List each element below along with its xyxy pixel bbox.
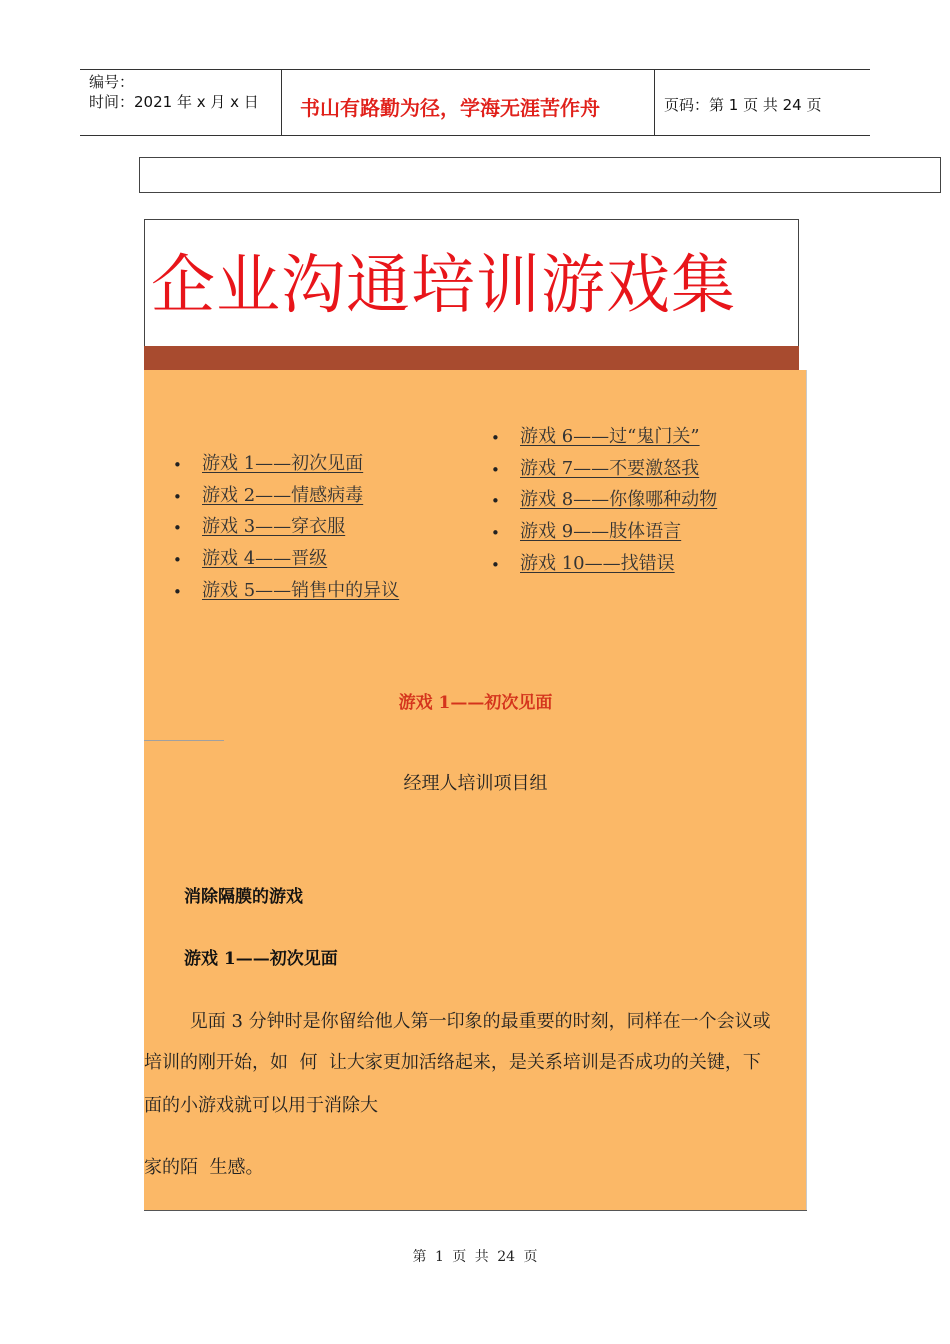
- header-motto: 书山有路勤为径，学海无涯苦作舟: [300, 96, 600, 120]
- section-short-rule: [144, 740, 224, 741]
- toc-link[interactable]: 游戏 7——不要激怒我: [520, 457, 700, 479]
- panel-bottom-rule: [144, 1210, 807, 1211]
- toc-item-game-9[interactable]: [520, 522, 717, 554]
- subheading-game-1: 游戏 1——初次见面: [184, 949, 338, 969]
- header-divider-right: [654, 69, 655, 136]
- toc-link[interactable]: 游戏 1——初次见面: [202, 453, 364, 474]
- toc-right-list: [520, 427, 717, 585]
- section-heading: 游戏 1——初次见面: [398, 693, 553, 713]
- toc-item-game-6[interactable]: [520, 427, 717, 459]
- paragraph-line: 见面 3 分钟时是你留给他人第一印象的最重要的时刻，同样在一个会议或: [144, 1011, 771, 1032]
- toc-item-game-8[interactable]: [520, 490, 717, 522]
- paragraph-line: 家的陌 生感。: [144, 1157, 264, 1178]
- empty-frame: [139, 157, 941, 193]
- toc-item-game-4[interactable]: [202, 549, 399, 581]
- toc-link[interactable]: 游戏 5——销售中的异议: [202, 579, 400, 601]
- toc-left-list: [202, 454, 399, 612]
- toc-link[interactable]: 游戏 2——情感病毒: [202, 484, 364, 506]
- toc-item-game-1[interactable]: [202, 454, 399, 486]
- subheading-icebreaker: 消除隔膜的游戏: [184, 887, 303, 907]
- title-box: [144, 219, 799, 346]
- document-title: 企业沟通培训游戏集: [151, 249, 736, 323]
- header-page-label: 页码：第 1 页 共 24 页: [664, 96, 822, 114]
- doc-date-label: 时间：2021 年 x 月 x 日: [89, 93, 259, 111]
- toc-link[interactable]: 游戏 6——过“鬼门关”: [520, 426, 700, 447]
- header-divider-left: [281, 69, 282, 136]
- content-panel: [144, 370, 807, 1210]
- title-accent-bar: [144, 346, 799, 370]
- toc-item-game-5[interactable]: [202, 581, 399, 613]
- doc-number-label: 编号：: [89, 73, 135, 91]
- department-label: 经理人培训项目组: [403, 773, 548, 794]
- header-top-rule: [80, 69, 870, 70]
- toc-item-game-2[interactable]: [202, 486, 399, 518]
- toc-link[interactable]: 游戏 3——穿衣服: [202, 516, 346, 538]
- page-footer: 第 1 页 共 24 页: [412, 1249, 538, 1265]
- toc-item-game-7[interactable]: [520, 459, 717, 491]
- paragraph-line: 面的小游戏就可以用于消除大: [144, 1095, 378, 1116]
- paragraph-line: 培训的刚开始，如 何 让大家更加活络起来，是关系培训是否成功的关键，下: [144, 1052, 761, 1073]
- toc-link[interactable]: 游戏 9——肢体语言: [520, 521, 682, 543]
- header-bottom-rule: [80, 135, 870, 136]
- toc-item-game-10[interactable]: [520, 554, 717, 586]
- toc-item-game-3[interactable]: [202, 517, 399, 549]
- toc-link[interactable]: 游戏 10——找错误: [520, 552, 675, 574]
- toc-link[interactable]: 游戏 4——晋级: [202, 548, 328, 570]
- toc-link[interactable]: 游戏 8——你像哪种动物: [520, 489, 718, 511]
